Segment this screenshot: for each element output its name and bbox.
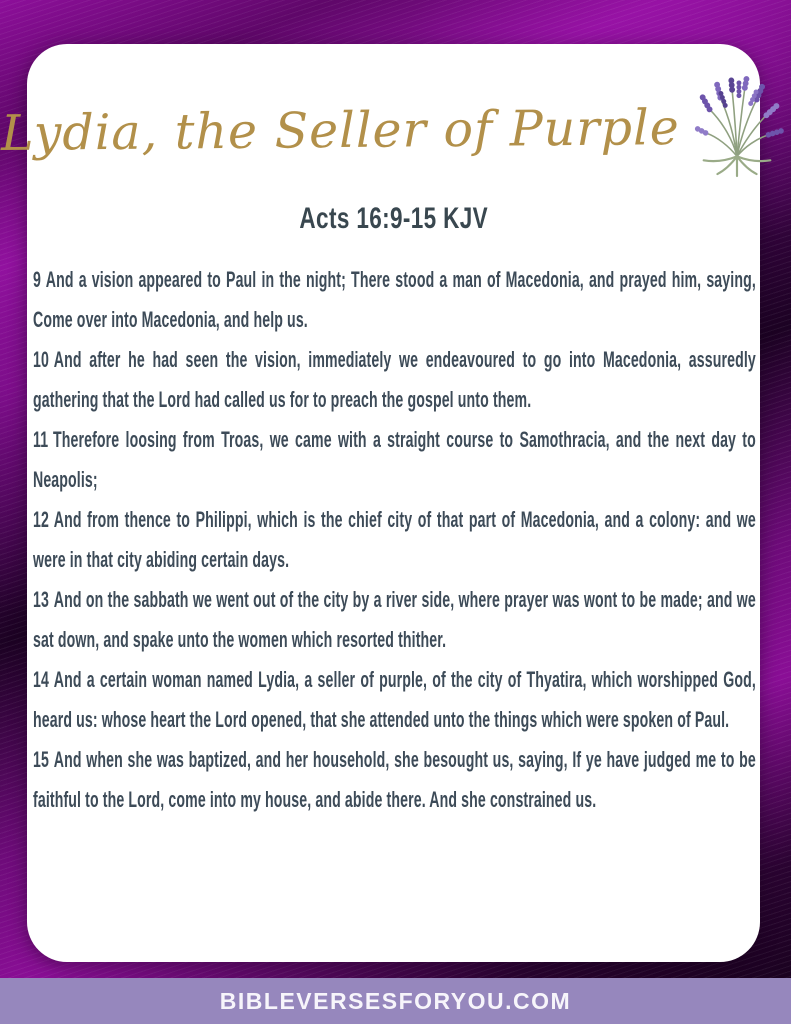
verse-number: 14 <box>33 667 49 692</box>
verse-text: And on the sabbath we went out of the city by a river side, where prayer was wont to be made; and we sat down, and spake unto the women which resorted thither. <box>33 587 756 652</box>
reference-heading: Acts 16:9-15 KJV <box>299 202 488 235</box>
website-name: BIBLEVERSESFORYOU.COM <box>219 987 572 1014</box>
verse-text: Therefore loosing from Troas, we came with a straight course to Samothracia, and the next day to Neapolis; <box>33 427 756 492</box>
verse-paragraph <box>33 500 756 580</box>
verse-paragraph <box>33 660 756 740</box>
verse-paragraph <box>33 260 756 340</box>
verse-number: 10 <box>33 347 49 372</box>
verse-number: 11 <box>33 427 49 452</box>
card-header <box>0 72 760 188</box>
verse-number: 12 <box>33 507 49 532</box>
reference-heading-row <box>27 202 760 236</box>
verse-block <box>33 260 756 820</box>
lavender-icon <box>688 75 786 179</box>
verse-text: And a vision appeared to Paul in the night; There stood a man of Macedonia, and prayed him, saying, Come over into Macedonia, and help us. <box>33 267 756 332</box>
verse-paragraph <box>33 580 756 660</box>
verse-number: 13 <box>33 587 49 612</box>
verse-text: And a certain woman named Lydia, a seller of purple, of the city of Thyatira, which worshipped God, heard us: whose heart the Lord opened, that she attended unto the things which were spoken of Paul. <box>33 667 756 732</box>
page-title: Lydia, the Seller of Purple <box>0 98 681 162</box>
verse-text: And after he had seen the vision, immediately we endeavoured to go into Macedonia, assuredly gathering that the Lord had called us for to preach the gospel unto them. <box>33 347 756 412</box>
verse-number: 15 <box>33 747 49 772</box>
footer-bar <box>0 978 791 1024</box>
verse-list <box>33 260 756 820</box>
verse-card <box>0 44 760 962</box>
verse-number: 9 <box>33 267 41 292</box>
verse-text: And from thence to Philippi, which is the chief city of that part of Macedonia, and a colony: and we were in that city abiding certain days. <box>33 507 756 572</box>
verse-text: And when she was baptized, and her household, she besought us, saying, If ye have judged me to be faithful to the Lord, come into my house, and abide there. And she constrained us. <box>33 747 756 812</box>
verse-paragraph <box>33 740 756 820</box>
verse-paragraph <box>33 420 756 500</box>
verse-paragraph <box>33 340 756 420</box>
